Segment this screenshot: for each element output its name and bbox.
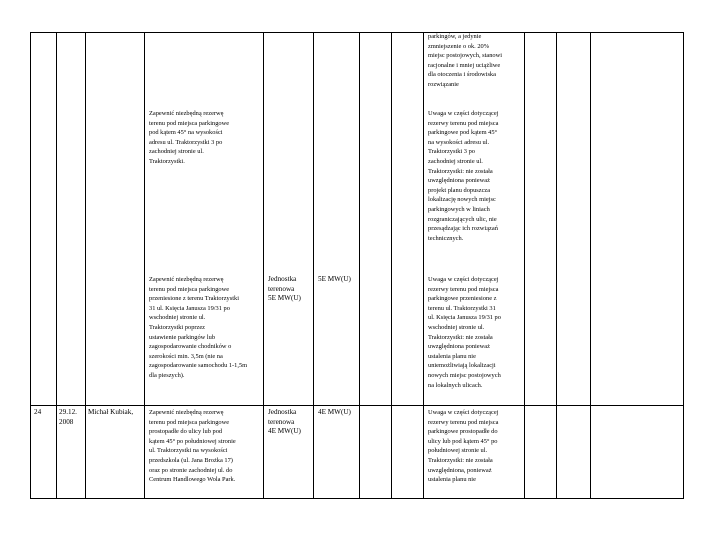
- request-cell: Zapewnić niezbędną rezerwę terenu pod miejsca parkingowe prostopadłe do ulicy lub pod kątem 45° po południowej stronie ul. Traktorzystki na wysokości przedszkola (ul. Jana Brożka 17) oraz po stronie zachodniej ul. do Centrum Handlowego Wola Park.: [149, 409, 236, 484]
- column-divider: [85, 32, 86, 499]
- row-divider: [30, 498, 683, 499]
- request-cell: Zapewnić niezbędną rezerwę terenu pod miejsca parkingowe pod kątem 45° na wysokości adresu ul. Traktorzystki 3 po zachodniej stronie ul. Traktorzystki.: [149, 110, 230, 165]
- column-divider: [56, 32, 57, 499]
- consideration-cell: Uwaga w części dotyczącej rezerwy terenu pod miejsca parkingowe prostopadłe do ulicy lub pod kątem 45° po południowej stronie ul. Traktorzystki: nie została uwzględniona, ponieważ ustalenia planu nie: [428, 409, 499, 484]
- row-number: 24: [34, 408, 42, 416]
- area-cell: Jednostka terenowa 4E MW(U): [268, 408, 301, 436]
- request-cell: Zapewnić niezbędną rezerwę terenu pod miejsca parkingowe przeniesione z terenu Traktorzystki 31 ul. Księcia Janusza 19/31 po wschodniej stronie ul. Traktorzystki poprzez ustawienie parkingów lub zagospodarowanie chodników o szerokości min. 3,5m (nie na zagospodarowanie samochodu 1-1,5m dla pieszych).: [149, 276, 248, 379]
- designation-cell: 4E MW(U): [318, 408, 351, 416]
- area-cell: Jednostka terenowa 5E MW(U): [268, 275, 301, 303]
- row-divider: [30, 32, 683, 33]
- column-divider: [683, 32, 684, 499]
- author-cell: Michał Kubiak,: [88, 408, 134, 416]
- consideration-cell: Uwaga w części dotyczącej rezerwy terenu pod miejsca parkingowe pod kątem 45° na wysokości adresu ul. Traktorzystki 3 po zachodniej stronie ul. Traktorzystki: nie została uwzględniona ponieważ projekt planu dopuszcza lokalizację nowych miejsc parkingowych w liniach rozgraniczających ulic, nie przesądzając ich rozwiązań technicznych.: [428, 110, 499, 242]
- column-divider: [423, 32, 424, 499]
- column-divider: [524, 32, 525, 499]
- designation-cell: 5E MW(U): [318, 275, 351, 283]
- column-divider: [359, 32, 360, 499]
- column-divider: [556, 32, 557, 499]
- column-divider: [30, 32, 31, 499]
- row-divider: [30, 405, 683, 406]
- column-divider: [263, 32, 264, 499]
- consideration-cell: parkingów, a jedynie zmniejszenie o ok. 20% miejsc postojowych, stanowi racjonalne i mniej uciążliwe dla otoczenia i środowiska rozwiązanie: [428, 33, 503, 88]
- column-divider: [590, 32, 591, 499]
- column-divider: [144, 32, 145, 499]
- column-divider: [313, 32, 314, 499]
- column-divider: [391, 32, 392, 499]
- consideration-cell: Uwaga w części dotyczącej rezerwy terenu pod miejsca parkingowe przeniesione z terenu ul. Traktorzystki 31 ul. Księcia Janusza 19/31 po wschodniej stronie ul. Traktorzystki: nie została uwzględniona ponieważ ustalenia planu nie uniemożliwiają lokalizacji nowych miejsc postojowych na lokalnych ulicach.: [428, 276, 501, 389]
- date-cell: 29.12. 2008: [59, 408, 77, 426]
